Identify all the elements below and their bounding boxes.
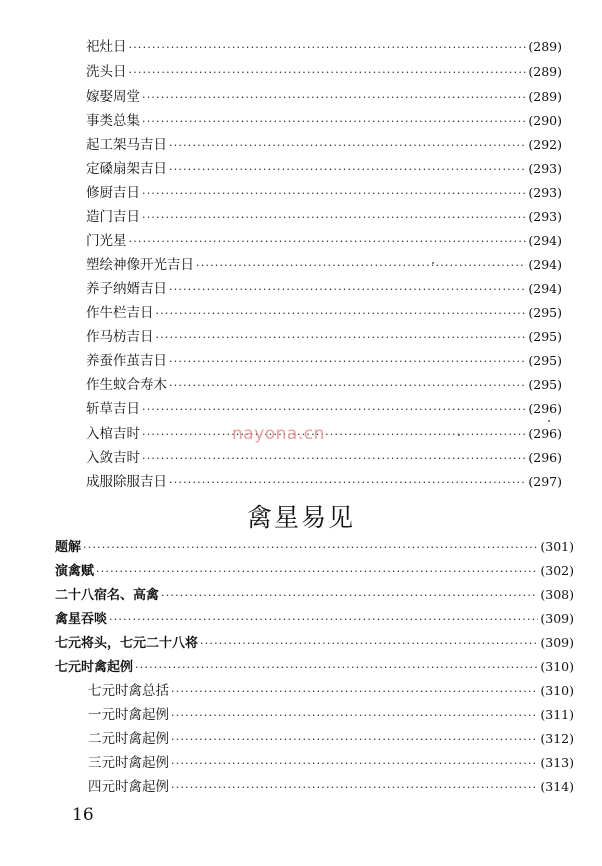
section-title: 禽星易见 (246, 503, 355, 532)
toc-entry-title: 一元时禽起例 (88, 707, 169, 723)
toc-entry-sub (88, 704, 574, 726)
toc-entry-title: 三元时禽起例 (88, 755, 169, 771)
toc-entry-page: (310) (540, 683, 574, 698)
toc-entry-page: (313) (540, 755, 574, 770)
toc-entry-page: (309) (540, 611, 574, 626)
toc-leader-dots (196, 255, 526, 277)
toc-entry-title: 养子纳婿吉日 (86, 281, 167, 297)
toc-entry-page: (290) (528, 113, 562, 128)
toc-entry-title: 四元时禽起例 (88, 779, 169, 795)
toc-entry (86, 471, 562, 493)
toc-leader-dots (171, 705, 538, 727)
toc-leader-dots (142, 207, 526, 229)
scan-speck (432, 262, 434, 264)
toc-entry-title: 入棺吉时 (86, 426, 140, 442)
toc-entry (86, 182, 562, 204)
toc-entry (86, 61, 562, 83)
toc-entry-page: (296) (528, 401, 562, 416)
page-number: 16 (72, 805, 94, 825)
toc-entry (86, 230, 562, 252)
toc-entry-page: (314) (540, 779, 574, 794)
toc-leader-dots (135, 657, 538, 679)
toc-leader-dots (142, 448, 526, 470)
toc-leader-dots (142, 399, 526, 421)
toc-entry-page: (295) (528, 329, 562, 344)
toc-entry-title: 养蚕作茧吉日 (86, 353, 167, 369)
toc-leader-dots (169, 279, 526, 301)
toc-entry-main (55, 584, 574, 606)
watermark-text: nayona.cn (232, 424, 325, 444)
toc-entry-main (55, 632, 574, 654)
toc-entry-title: 造门吉日 (86, 209, 140, 225)
toc-entry-title: 禽星吞啖 (55, 612, 108, 627)
toc-leader-dots (200, 633, 538, 655)
toc-entry-page: (294) (528, 257, 562, 272)
toc-leader-dots (169, 472, 526, 494)
toc-entry-title: 塑绘神像开光吉日 (86, 257, 194, 273)
toc-entry (86, 86, 562, 108)
toc-entry (86, 36, 562, 58)
toc-leader-dots (156, 327, 527, 349)
toc-entry-page: (311) (540, 707, 574, 722)
toc-leader-dots (169, 351, 526, 373)
toc-entry (86, 254, 562, 276)
toc-entry-page: (297) (528, 474, 562, 489)
toc-entry-page: (293) (528, 185, 562, 200)
toc-entry-title: 起工架马吉日 (86, 137, 167, 153)
toc-entry-page: (296) (528, 450, 562, 465)
toc-entry-page: (294) (528, 233, 562, 248)
toc-entry-title: 洗头日 (86, 64, 127, 80)
toc-entry-page: (295) (528, 353, 562, 368)
toc-entry-title: 入敛吉时 (86, 450, 140, 466)
toc-leader-dots (171, 777, 538, 799)
toc-entry-page: (309) (540, 635, 574, 650)
toc-entry-page: (289) (528, 64, 562, 79)
toc-entry (86, 326, 562, 348)
toc-entry-title: 成服除服吉日 (86, 474, 167, 490)
toc-entry-page: (293) (528, 209, 562, 224)
toc-entry-page: (312) (540, 731, 574, 746)
toc-entry (86, 158, 562, 180)
toc-entry (86, 110, 562, 132)
toc-entry-page: (295) (528, 377, 562, 392)
toc-entry-title: 修厨吉日 (86, 185, 140, 201)
toc-entry-title: 作马枋吉日 (86, 329, 154, 345)
toc-entry-title: 定磉扇架吉日 (86, 161, 167, 177)
toc-entry-title: 七元时禽起例 (55, 660, 134, 675)
toc-entry-page: (294) (528, 281, 562, 296)
toc-entry-page: (293) (528, 161, 562, 176)
toc-leader-dots (83, 537, 538, 559)
toc-entry (86, 374, 562, 396)
toc-leader-dots (156, 303, 527, 325)
toc-leader-dots (129, 37, 527, 59)
toc-entry-page: (292) (528, 137, 562, 152)
toc-entry-title: 七元时禽总括 (88, 683, 169, 699)
toc-entry-page: (295) (528, 305, 562, 320)
toc-entry-sub (88, 728, 574, 750)
toc-entry-page: (289) (528, 89, 562, 104)
toc-entry-page: (296) (528, 426, 562, 441)
scan-speck (458, 434, 460, 436)
toc-entry (86, 278, 562, 300)
toc-entry (86, 206, 562, 228)
toc-entry-title: 门光星 (86, 233, 127, 249)
toc-entry-page: (308) (540, 587, 574, 602)
toc-entry-page: (310) (540, 659, 574, 674)
toc-leader-dots (142, 424, 526, 446)
toc-entry-title: 斩草吉日 (86, 401, 140, 417)
toc-entry-title: 二十八宿名、高禽 (55, 588, 160, 603)
toc-leader-dots (171, 729, 538, 751)
toc-entry-title: 嫁娶周堂 (86, 89, 140, 105)
toc-leader-dots (96, 561, 538, 583)
toc-leader-dots (171, 681, 538, 703)
toc-entry-main (55, 560, 574, 582)
toc-entry-sub (88, 680, 574, 702)
toc-entry-main (55, 608, 574, 630)
toc-leader-dots (169, 135, 526, 157)
toc-entry-page: (301) (540, 539, 574, 554)
toc-entry-title: 二元时禽起例 (88, 731, 169, 747)
toc-entry (86, 302, 562, 324)
toc-leader-dots (129, 62, 527, 84)
toc-leader-dots (109, 609, 538, 631)
toc-leader-dots (142, 111, 526, 133)
toc-entry-main (55, 656, 574, 678)
toc-entry-title: 演禽赋 (55, 564, 95, 579)
toc-entry (86, 350, 562, 372)
toc-entry-sub (88, 752, 574, 774)
toc-entry-title: 题解 (55, 540, 82, 555)
toc-entry-title: 祀灶日 (86, 39, 127, 55)
toc-leader-dots (171, 753, 538, 775)
toc-entry-main (55, 536, 574, 558)
toc-leader-dots (142, 87, 526, 109)
scan-speck (548, 420, 550, 422)
toc-leader-dots (161, 585, 538, 607)
toc-entry-title: 事类总集 (86, 113, 140, 129)
toc-entry (86, 398, 562, 420)
toc-entry-title: 作生蚊合寿木 (86, 377, 167, 393)
toc-leader-dots (169, 375, 526, 397)
toc-entry-title: 七元将头，七元二十八将 (55, 636, 199, 651)
toc-entry-page: (289) (528, 39, 562, 54)
toc-leader-dots (169, 159, 526, 181)
toc-leader-dots (129, 231, 527, 253)
toc-entry-title: 作牛栏吉日 (86, 305, 154, 321)
toc-entry-page: (302) (540, 563, 574, 578)
toc-entry (86, 447, 562, 469)
toc-entry (86, 134, 562, 156)
toc-leader-dots (142, 183, 526, 205)
toc-entry-sub (88, 776, 574, 798)
